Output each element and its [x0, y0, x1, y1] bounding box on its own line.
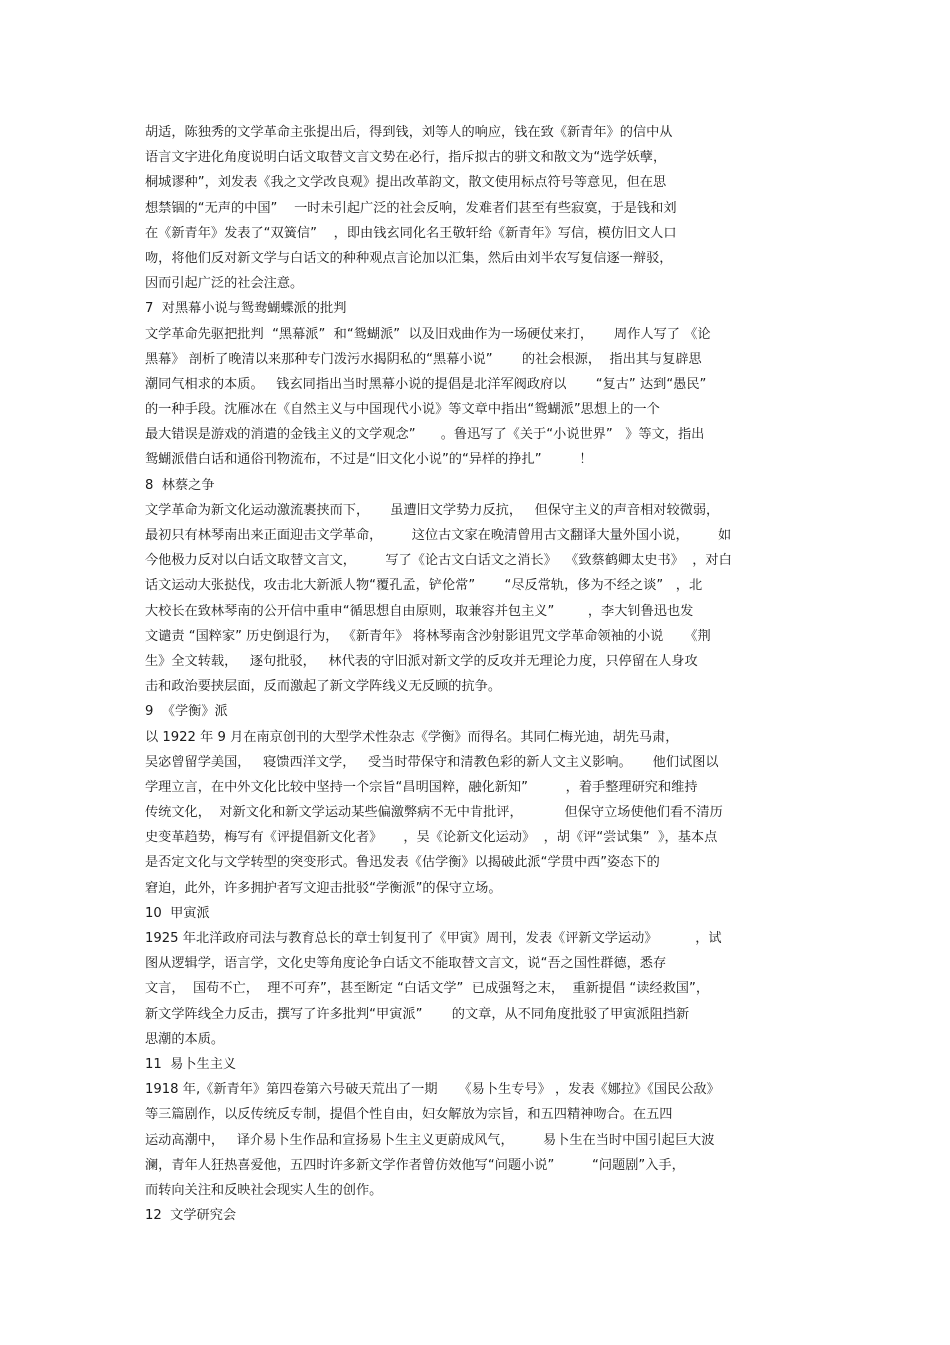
text-line: 今他极力反对以白话文取替文言文， 写了《论古文白话文之消长》 《致蔡鹤卿太史书》 ，对白 [145, 553, 732, 569]
text-line: 文谴责 “国粹家” 历史倒退行为， 《新青年》 将林琴南含沙射影诅咒文学革命领袖的小说 《荆 [145, 628, 711, 644]
text-line: 鸳蝴派借白话和通俗刊物流布，不过是“旧文化小说”的“异样的挣扎” ！ [145, 452, 593, 468]
text-line: 运动高潮中， 译介易卜生作品和宣扬易卜生主义更蔚成风气， 易卜生在当时中国引起巨大波 [145, 1132, 715, 1148]
text-line: 语言文字进化角度说明白话文取替文言文势在必行，指斥拟古的骈文和散文为“选学妖孽， [145, 150, 667, 166]
text-line: 以 1922 年 9 月在南京创刊的大型学术性杂志《学衡》而得名。其同仁梅光迪，胡先马肃， [145, 729, 679, 745]
section-heading-10: 10 甲寅派 [145, 905, 210, 921]
section-11-para [145, 1077, 810, 1203]
text-line: 是否定文化与文学转型的突变形式。鲁迅发表《估学衡》以揭破此派“学贯中西”姿态下的 [145, 855, 660, 871]
section-10-para [145, 926, 810, 1052]
text-line: 潮同气相求的本质。 钱玄同指出当时黑幕小说的提倡是北洋军阀政府以 “复古” 达到“愚民” [145, 376, 707, 392]
text-line: 文学革命先驱把批判 “黑幕派” 和“鸳蝴派” 以及旧戏曲作为一场硬仗来打， 周作人写了 《论 [145, 326, 711, 342]
text-line: 新文学阵线全力反击，撰写了许多批判“甲寅派” 的文章，从不同角度批驳了甲寅派阻挡新 [145, 1006, 690, 1022]
text-line: 文言， 国苟不亡， 理不可弃”，甚至断定 “白话文学” 已成强弩之末， 重新提倡 “读经救国”， [145, 981, 710, 997]
text-line: 生》全文转载， 逐句批驳， 林代表的守旧派对新文学的反攻并无理论力度，只停留在人身攻 [145, 653, 698, 669]
text-line: 1918 年,《新青年》第四卷第六号破天荒出了一期 《易卜生专号》 ，发表《娜拉》《国民公敌》 [145, 1082, 720, 1098]
text-line: 图从逻辑学，语言学，文化史等角度论争白话文不能取替文言文，说“吾之国性群德，悉存 [145, 956, 667, 972]
text-line: 1925 年北洋政府司法与教育总长的章士钊复刊了《甲寅》周刊，发表《评新文学运动》 ，试 [145, 931, 722, 946]
text-line: 吻，将他们反对新文学与白话文的种种观点言论加以汇集，然后由刘半农写复信逐一辩驳， [145, 250, 673, 266]
section-heading-9: 9 《学衡》派 [145, 704, 228, 720]
text-line: 思潮的本质。 [145, 1031, 225, 1047]
section-heading-12: 12 文学研究会 [145, 1208, 237, 1224]
section-heading-11: 11 易卜生主义 [145, 1056, 237, 1072]
text-line: 因而引起广泛的社会注意。 [145, 276, 304, 292]
text-line: 窘迫，此外，许多拥护者写文迎击批驳“学衡派”的保守立场。 [145, 880, 502, 896]
section-7-para [145, 322, 810, 473]
section-heading-7: 7 对黑幕小说与鸳鸯蝴蝶派的批判 [145, 301, 347, 317]
section-0-para [145, 120, 810, 296]
section-9-para [145, 725, 810, 901]
text-line: 黑幕》 剖析了晚清以来那种专门泼污水揭阴私的“黑幕小说” 的社会根源， 指出其与复辟思 [145, 351, 702, 367]
text-line: 传统文化， 对新文化和新文学运动某些偏激弊病不无中肯批评， 但保守立场使他们看不清历 [145, 805, 723, 821]
text-line: 文学革命为新文化运动激流裹挟而下， 虽遭旧文学势力反抗， 但保守主义的声音相对较微弱， [145, 502, 720, 518]
text-line: 想禁锢的“无声的中国” 一时未引起广泛的社会反响，发难者们甚至有些寂寞，于是钱和刘 [145, 200, 677, 216]
text-line: 史变革趋势，梅写有《评提倡新文化者》 ，吴《论新文化运动》 ，胡《评“尝试集” 》，基本点 [145, 830, 718, 846]
section-heading-8: 8 林蔡之争 [145, 477, 215, 493]
text-line: 最初只有林琴南出来正面迎击文学革命， 这位古文家在晚清曾用古文翻译大量外国小说， 如 [145, 528, 732, 543]
text-line: 等三篇剧作，以反传统反专制，提倡个性自由，妇女解放为宗旨，和五四精神吻合。在五四 [145, 1107, 673, 1123]
text-line: 大校长在致林琴南的公开信中重申“循思想自由原则，取兼容并包主义” ，李大钊鲁迅也发 [145, 603, 694, 619]
text-line: 话文运动大张挞伐，攻击北大新派人物“覆孔孟，铲伦常” “尽反常轨，侈为不经之谈” ，北 [145, 578, 703, 594]
section-8-para [145, 498, 810, 700]
text-line: 的一种手段。沈雁冰在《自然主义与中国现代小说》等文章中指出“鸳蝴派”思想上的一个 [145, 402, 660, 418]
text-line: 学理立言，在中外文化比较中坚持一个宗旨“昌明国粹，融化新知” ，着手整理研究和维持 [145, 779, 698, 795]
text-line: 澜，青年人狂热喜爱他，五四时许多新文学作者曾仿效他写“问题小说” “问题剧”入手， [145, 1157, 685, 1173]
text-line: 吴宓曾留学美国， 寝馈西洋文学， 受当时带保守和清教色彩的新人文主义影响。 他们试图以 [145, 754, 719, 770]
text-line: 最大错误是游戏的消遣的金钱主义的文学观念” 。鲁迅写了《关于“小说世界” 》等文，指出 [145, 427, 705, 443]
text-line: 在《新青年》发表了“双簧信” ，即由钱玄同化名王敬轩给《新青年》写信，模仿旧文人口 [145, 225, 677, 241]
text-line: 而转向关注和反映社会现实人生的创作。 [145, 1182, 383, 1198]
text-line: 胡适，陈独秀的文学革命主张提出后，得到钱，刘等人的响应，钱在致《新青年》的信中从 [145, 125, 673, 140]
document-page [145, 120, 810, 1228]
text-line: 击和政治要挟层面，反而激起了新文学阵线义无反顾的抗争。 [145, 679, 502, 695]
text-line: 桐城谬种”，刘发表《我之文学改良观》提出改革韵文，散文使用标点符号等意见，但在思 [145, 175, 667, 191]
